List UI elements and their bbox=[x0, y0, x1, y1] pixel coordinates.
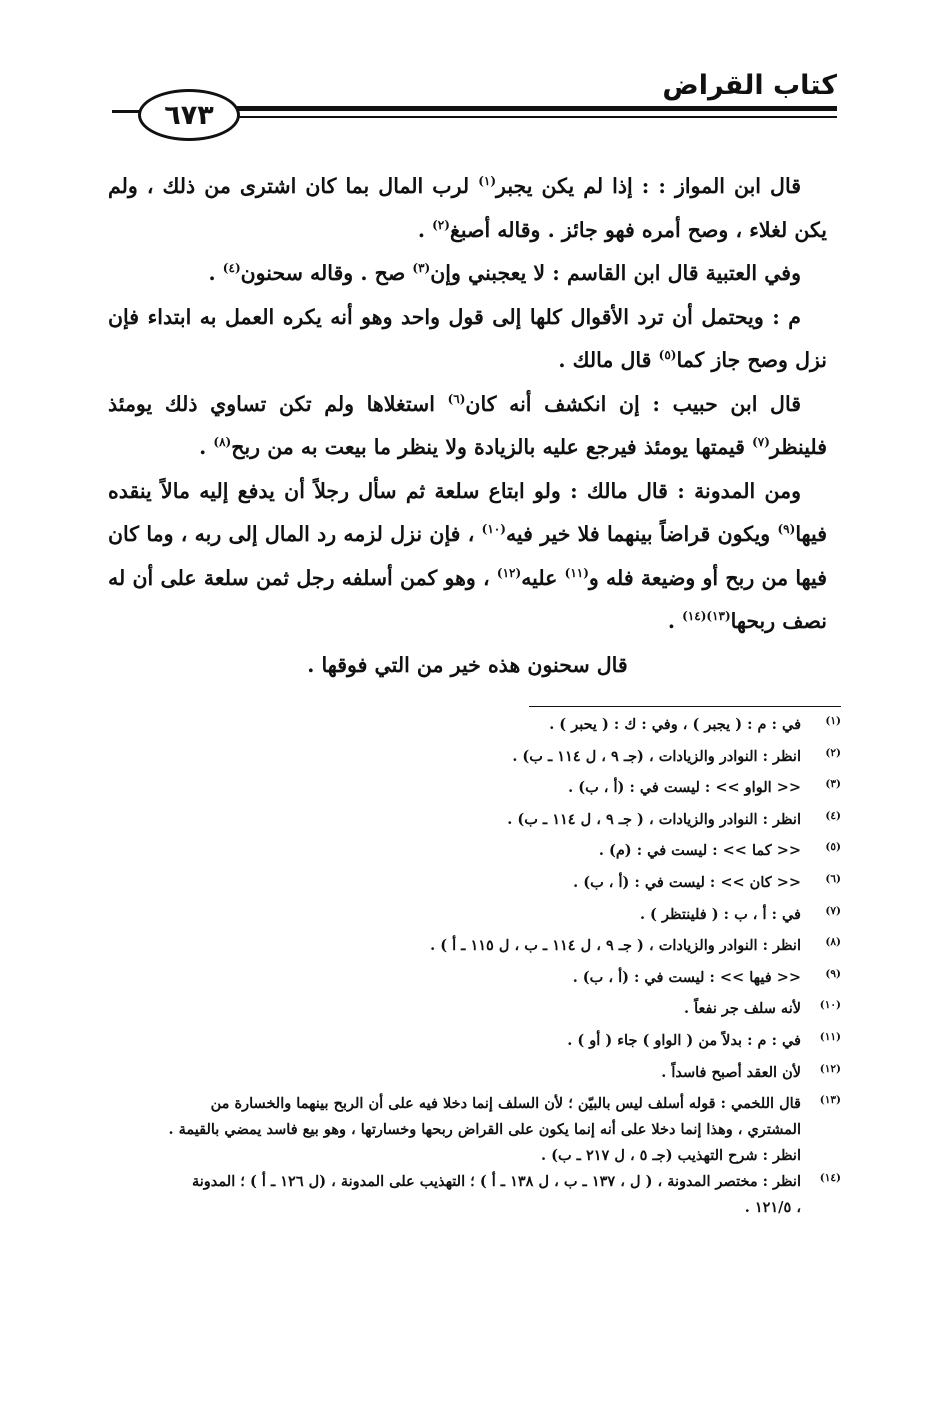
text-run: . bbox=[208, 261, 223, 285]
footnote-number: (٤) bbox=[825, 809, 841, 822]
text-run: . bbox=[667, 609, 683, 633]
footnote-item bbox=[114, 996, 841, 1028]
footnote-ref[interactable]: (٢) bbox=[432, 217, 450, 232]
running-head-title: كتاب القراض bbox=[662, 70, 837, 101]
footnote-number: (١٠) bbox=[819, 999, 841, 1012]
text-run: استغلاها ولم تكن تساوي ذلك يومئذ فلينظر bbox=[108, 391, 827, 459]
footnote-number: (٩) bbox=[825, 967, 841, 980]
footnote-text bbox=[114, 1028, 801, 1054]
footnote-text bbox=[114, 902, 801, 928]
footnote-line: << الواو >> : ليست في : (أ ، ب) . bbox=[568, 779, 801, 797]
footnote-line: في : م : ( يجبر ) ، وفي : ك : ( يحبر ) . bbox=[549, 716, 801, 733]
text-run: . bbox=[199, 435, 214, 459]
paragraph-sahnun: قال سحنون هذه خير من التي فوقها . bbox=[307, 652, 628, 677]
footnote-number: (٣) bbox=[825, 778, 841, 791]
footnote-number: (٦) bbox=[825, 872, 841, 885]
footnote-line: << فيها >> : ليست في : (أ ، ب) . bbox=[572, 968, 801, 986]
footnote-item bbox=[114, 838, 841, 870]
footnote-text bbox=[114, 1091, 801, 1169]
footnote-text bbox=[114, 1169, 801, 1221]
footnote-text bbox=[114, 996, 801, 1022]
page-number: ٦٧٣ bbox=[164, 99, 214, 131]
paragraph-ibn-al-mawaz bbox=[108, 165, 827, 252]
footnote-ref[interactable]: (٨) bbox=[213, 435, 232, 450]
footnote-item bbox=[114, 902, 841, 934]
text-run: ، وهو كمن أسلفه رجل ثمن سلعة على أن له نصف ربحها bbox=[108, 565, 827, 633]
footnote-text bbox=[114, 775, 801, 801]
footnote-item bbox=[114, 870, 841, 902]
text-run: قال ابن المواز : : إذا لم يكن يجبر bbox=[496, 174, 801, 198]
footnote-item bbox=[114, 1028, 841, 1060]
footnote-item bbox=[114, 744, 841, 776]
paragraph-mudawwana bbox=[108, 470, 827, 644]
footnote-ref[interactable]: (٩) bbox=[777, 522, 796, 537]
footnote-number: (١٢) bbox=[819, 1062, 841, 1075]
footnote-line: انظر : النوادر والزيادات ، (جـ ٩ ، ل ١١٤ ـ ب) . bbox=[512, 747, 801, 765]
footnote-text bbox=[114, 744, 801, 770]
footnote-item bbox=[114, 1091, 841, 1169]
footnote-separator bbox=[529, 706, 841, 707]
footnote-ref[interactable]: (١٣)(١٤) bbox=[682, 609, 731, 624]
footnote-line: لأن العقد أصبح فاسداً . bbox=[661, 1063, 801, 1081]
footnote-text bbox=[114, 807, 801, 833]
footnote-item bbox=[114, 933, 841, 965]
paragraph-ibn-habib bbox=[108, 383, 827, 470]
text-run: صح . وقاله سحنون bbox=[240, 261, 413, 285]
footnote-number: (٥) bbox=[825, 841, 841, 854]
footnote-item bbox=[114, 965, 841, 997]
footnote-text bbox=[114, 870, 801, 896]
footnote-item bbox=[114, 712, 841, 744]
text-run: قيمتها يومئذ فيرجع عليه بالزيادة ولا ينظر ما بيعت به من ربح bbox=[231, 435, 753, 459]
footnote-number: (٢) bbox=[825, 746, 841, 759]
footnote-text bbox=[114, 712, 801, 738]
footnote-line: << كما >> : ليست في : (م) . bbox=[598, 842, 801, 860]
footnote-text bbox=[114, 933, 801, 959]
footnote-number: (١٤) bbox=[819, 1172, 841, 1185]
text-run: م : ويحتمل أن ترد الأقوال كلها إلى قول واحد وهو أنه يكره العمل به ابتداء فإن نزل وصح جاز كما bbox=[108, 304, 827, 372]
footnote-number: (١٣) bbox=[819, 1094, 841, 1107]
footnote-text bbox=[114, 1060, 801, 1086]
footnote-line: في : أ ، ب : ( فلينتظر ) . bbox=[639, 905, 801, 923]
page-number-frame bbox=[138, 89, 240, 141]
footnote-number: (٨) bbox=[825, 936, 841, 949]
footnote-ref[interactable]: (١٠) bbox=[481, 522, 506, 537]
footnote-ref[interactable]: (٦) bbox=[447, 391, 466, 406]
text-run: قال ابن حبيب : إن انكشف أنه كان bbox=[465, 391, 801, 416]
text-run: لرب المال بما كان اشترى من ذلك ، ولم يكن لغلاء ، وصح أمره فهو جائز . وقاله أصبغ bbox=[108, 174, 827, 242]
text-run: قال مالك . bbox=[558, 348, 659, 372]
text-run: ، فإن نزل لزمه رد المال إلى ربه ، وما كان فيها من ربح أو وضيعة فله و bbox=[108, 522, 827, 590]
main-text bbox=[108, 165, 827, 687]
footnote-ref[interactable]: (٤) bbox=[222, 261, 241, 276]
paragraph-al-utbiyya bbox=[108, 252, 827, 296]
footnote-line: لأنه سلف جر نفعاً . bbox=[683, 1000, 801, 1018]
footnote-number: (٧) bbox=[825, 904, 841, 917]
footnote-line: في : م : بدلاً من ( الواو ) جاء ( أو ) . bbox=[567, 1031, 801, 1049]
footnote-ref[interactable]: (٣) bbox=[412, 261, 431, 276]
footnote-ref[interactable]: (١٢) bbox=[496, 565, 522, 580]
text-run: ومن المدونة : قال مالك : ولو ابتاع سلعة ثم سأل رجلاً أن يدفع إليه مالاً ينقده فيها bbox=[108, 478, 827, 546]
footnote-text bbox=[114, 965, 801, 991]
footnote-ref[interactable]: (٥) bbox=[658, 348, 677, 363]
footnote-ref[interactable]: (١١) bbox=[564, 565, 589, 580]
footnote-line: انظر : النوادر والزيادات ، ( جـ ٩ ، ل ١١٤ ـ ب) . bbox=[507, 810, 801, 828]
footnote-text bbox=[114, 838, 801, 864]
text-run: وفي العتبية قال ابن القاسم : لا يعجبني وإن bbox=[430, 261, 801, 285]
paragraph-mim bbox=[108, 296, 827, 383]
footnote-line: انظر : شرح التهذيب (جـ ٥ ، ل ٢١٧ ـ ب) . bbox=[540, 1147, 801, 1165]
footnote-ref[interactable]: (١) bbox=[478, 174, 497, 189]
header-rule-thick bbox=[142, 106, 837, 111]
footnote-item bbox=[114, 1169, 841, 1221]
footnotes bbox=[114, 712, 841, 1221]
footnote-item bbox=[114, 807, 841, 839]
footnote-line: قال اللخمي : قوله أسلف ليس بالبيّن ؛ لأن السلف إنما دخلا فيه على أن الربح بينهما والخسارة من bbox=[210, 1095, 801, 1113]
footnote-number: (١) bbox=[825, 715, 841, 727]
footnote-line: انظر : النوادر والزيادات ، ( جـ ٩ ، ل ١١٤ ـ ب ، ل ١١٥ ـ أ ) . bbox=[430, 937, 801, 955]
footnote-number: (١١) bbox=[819, 1030, 841, 1043]
footnote-item bbox=[114, 775, 841, 807]
footnote-line: المشتري ، وهذا إنما دخلا على أنه إنما يكون على القراض ربحها وخسارتها ، وهو بيع فاسد يمضي بالقيمة . bbox=[168, 1121, 801, 1139]
footnote-line: ، ١٢١/٥ . bbox=[744, 1199, 801, 1217]
text-run: عليه bbox=[521, 565, 565, 590]
header-rule-thin bbox=[142, 116, 837, 118]
footnote-ref[interactable]: (٧) bbox=[752, 435, 770, 450]
footnote-line: << كان >> : ليست في : (أ ، ب) . bbox=[573, 873, 801, 891]
footnote-item bbox=[114, 1060, 841, 1092]
text-run: . bbox=[417, 217, 433, 242]
text-run: ويكون قراضاً بينهما فلا خير فيه bbox=[505, 522, 778, 546]
footnote-line: انظر : مختصر المدونة ، ( ل ، ١٣٧ ـ ب ، ل ١٣٨ ـ أ ) ؛ التهذيب على المدونة ، (ل ١٢٦ ـ أ ) ؛ المدونة bbox=[192, 1173, 801, 1191]
